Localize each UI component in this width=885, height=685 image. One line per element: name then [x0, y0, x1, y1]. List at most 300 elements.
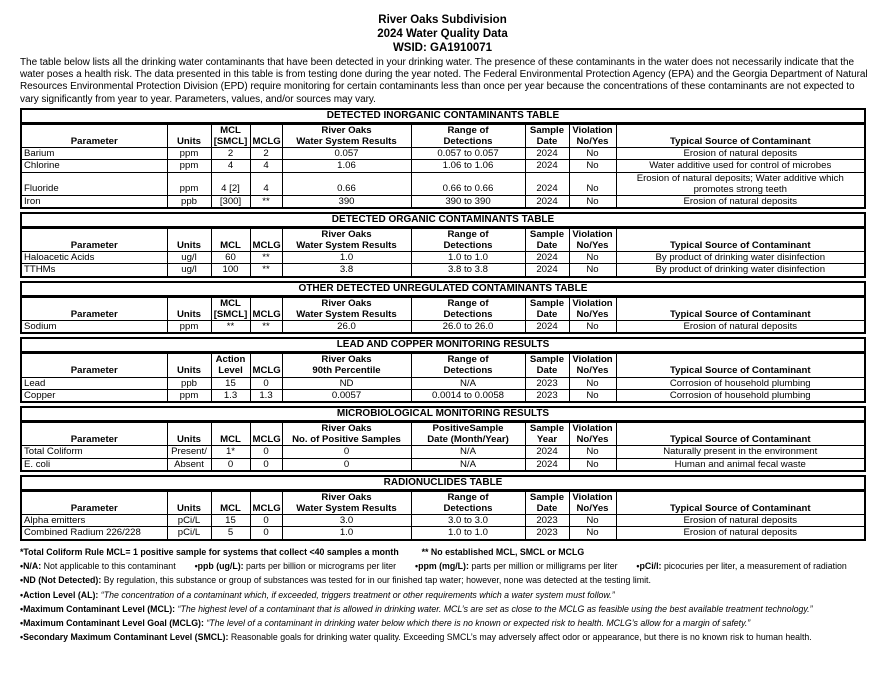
table-cell: No — [569, 195, 616, 207]
column-header-line-1: Range of — [447, 491, 489, 503]
table-cell: ppm — [167, 160, 211, 172]
column-header — [616, 124, 864, 147]
column-header — [22, 423, 167, 446]
table-cell: No — [569, 264, 616, 276]
table-cell: ug/l — [167, 264, 211, 276]
table-cell: ppb — [167, 195, 211, 207]
column-header-line-2: MCLG — [252, 308, 281, 320]
column-header-line-2: [SMCL] — [213, 136, 248, 148]
table-cell: No — [569, 389, 616, 401]
column-header-line-2: No/Yes — [576, 240, 609, 252]
column-header-line-2: MCL — [220, 434, 241, 446]
table-cell: 0 — [211, 458, 250, 470]
column-header-line-2: Parameter — [70, 503, 118, 515]
table-cell: By product of drinking water disinfection — [616, 264, 864, 276]
column-header-line-1: Violation — [572, 124, 613, 136]
column-header-line-1: Action — [215, 354, 246, 366]
table-row — [22, 321, 864, 333]
column-header-line-1: MCL — [220, 297, 241, 309]
table-cell: Corrosion of household plumbing — [616, 389, 864, 401]
column-header — [569, 423, 616, 446]
column-header-line-2: Units — [177, 503, 201, 515]
column-header-line-2: Typical Source of Contaminant — [669, 365, 811, 377]
table-row — [22, 515, 864, 527]
column-header-line-1 — [170, 229, 209, 240]
column-header — [411, 491, 525, 514]
ppb-def: parts per billion or micrograms per liter — [243, 560, 397, 571]
column-header — [525, 297, 569, 320]
table-cell: ** — [211, 321, 250, 333]
column-header-line-2: Typical Source of Contaminant — [669, 136, 811, 148]
table-cell: 2024 — [525, 446, 569, 458]
table-cell: Water additive used for control of microbes — [616, 160, 864, 172]
column-header-line-2: Units — [177, 240, 201, 252]
parameter-cell: Haloacetic Acids — [22, 252, 167, 264]
column-header-line-2: Parameter — [70, 434, 118, 446]
table-row — [22, 527, 864, 539]
table-cell: 0 — [250, 458, 282, 470]
table-cell: 0.66 — [282, 172, 411, 195]
na-term: •N/A: — [20, 560, 42, 571]
table-cell: pCi/L — [167, 515, 211, 527]
column-header-line-1 — [170, 298, 209, 309]
table-cell: ppm — [167, 389, 211, 401]
table-cell: ** — [250, 252, 282, 264]
column-header — [569, 124, 616, 147]
column-header-line-1 — [170, 492, 209, 503]
column-header-line-2: Units — [177, 308, 201, 320]
column-header-line-2: Year — [536, 434, 558, 446]
column-header-line-2: MCLG — [252, 365, 281, 377]
parameter-cell: TTHMs — [22, 264, 167, 276]
table-cell: Present/ — [167, 446, 211, 458]
table-row — [22, 389, 864, 401]
column-header — [167, 124, 211, 147]
column-header — [282, 297, 411, 320]
column-header-line-1: PositiveSample — [432, 423, 504, 435]
column-header — [282, 423, 411, 446]
table-cell: Erosion of natural deposits — [616, 148, 864, 160]
parameter-cell: E. coli — [22, 458, 167, 470]
table-cell: N/A — [411, 458, 525, 470]
column-header-line-1: Violation — [572, 491, 613, 503]
section-table — [20, 281, 866, 335]
column-header-line-1 — [24, 492, 165, 503]
table-cell: 1.3 — [250, 389, 282, 401]
column-header-line-2: Typical Source of Contaminant — [669, 503, 811, 515]
column-header-line-2: Parameter — [70, 240, 118, 252]
no-mcl-note: ** No established MCL, SMCL or MCLG — [421, 546, 585, 557]
column-header-line-1 — [170, 125, 209, 136]
ppb-term: •ppb (ug/L): — [194, 560, 244, 571]
table-cell: 1* — [211, 446, 250, 458]
table-cell: 4 — [250, 172, 282, 195]
table-cell: No — [569, 377, 616, 389]
column-header-line-2: Typical Source of Contaminant — [669, 240, 811, 252]
table-cell: No — [569, 172, 616, 195]
table-cell: Corrosion of household plumbing — [616, 377, 864, 389]
parameter-cell: Chlorine — [22, 160, 167, 172]
table-cell: 2023 — [525, 389, 569, 401]
column-header — [616, 423, 864, 446]
table-cell: 0.057 — [282, 148, 411, 160]
column-header-line-1 — [253, 354, 280, 365]
column-header-line-2: Date — [536, 503, 558, 515]
column-header — [211, 491, 250, 514]
section-table — [20, 212, 866, 278]
column-header-line-2: Units — [177, 434, 201, 446]
column-header-line-1: Range of — [447, 124, 489, 136]
table-cell: 26.0 to 26.0 — [411, 321, 525, 333]
table-cell: 15 — [211, 515, 250, 527]
column-header-line-1 — [24, 298, 165, 309]
table-cell: 0.66 to 0.66 — [411, 172, 525, 195]
column-header-line-1: Violation — [572, 354, 613, 366]
table-cell: Erosion of natural deposits — [616, 321, 864, 333]
table-cell: 0 — [250, 446, 282, 458]
parameter-cell: Alpha emitters — [22, 515, 167, 527]
section-title: OTHER DETECTED UNREGULATED CONTAMINANTS TABLE — [22, 283, 864, 297]
table-cell: Naturally present in the environment — [616, 446, 864, 458]
column-header-line-1 — [24, 229, 165, 240]
section-title: RADIONUCLIDES TABLE — [22, 477, 864, 491]
column-header — [616, 354, 864, 377]
column-header — [282, 491, 411, 514]
table-cell: ** — [250, 195, 282, 207]
table-cell: Absent — [167, 458, 211, 470]
column-header — [411, 297, 525, 320]
mclg-def: “The level of a contaminant in drinking water below which there is no known or expected risk to health. MCLG’s allow for a margin of safety.” — [203, 618, 751, 629]
table-cell: ** — [250, 264, 282, 276]
table-cell: Erosion of natural deposits; Water additive which promotes strong teeth — [616, 172, 864, 195]
column-header — [250, 491, 282, 514]
footnote-row-1 — [20, 545, 885, 559]
parameter-cell: Lead — [22, 377, 167, 389]
column-header-line-2: Detections — [443, 240, 493, 252]
table-cell: 2024 — [525, 172, 569, 195]
tables-container — [0, 108, 885, 541]
column-header-line-1 — [619, 354, 863, 365]
column-header — [250, 354, 282, 377]
header-row — [22, 124, 864, 147]
column-header-line-1: Sample — [529, 124, 565, 136]
column-header — [411, 124, 525, 147]
mcl-def: “The highest level of a contaminant that is allowed in drinking water. MCL’s are set as close to the MCLG as feasible using the best available treatment technology.” — [175, 603, 813, 614]
column-header-line-1: Sample — [529, 297, 565, 309]
table-cell: 1.0 to 1.0 — [411, 527, 525, 539]
nd-def: By regulation, this substance or group of substances was tested for in our finished tap water; however, none was detected at the testing limit. — [101, 575, 651, 586]
column-header-line-1: River Oaks — [321, 228, 372, 240]
intro-paragraph: The table below lists all the drinking water contaminants that have been detected in your drinking water. The presence of these contaminants in the water does not necessarily indicate that the water poses a health risk. The data presented in this table is from testing done during the year noted. The Federal Environmental Protection Agency (EPA) and the Georgia Department of Natural Resources Environmental Protection Division (EPD) require monitoring for certain contaminants less than once per year because the concentrations of these contaminants are not expected to vary significantly from year to year. Parameters, values, and/or sources may vary. — [20, 57, 868, 105]
system-id: WSID: GA1910071 — [392, 42, 493, 54]
section-table — [20, 337, 866, 403]
table-cell: 0 — [250, 527, 282, 539]
header-row — [22, 228, 864, 251]
column-header-line-2: MCL — [220, 240, 241, 252]
column-header-line-2: MCL — [220, 503, 241, 515]
column-header-line-2: Water System Results — [296, 308, 397, 320]
column-header — [250, 124, 282, 147]
column-header-line-1: River Oaks — [321, 423, 372, 435]
column-header-line-1: Sample — [529, 491, 565, 503]
parameter-cell: Iron — [22, 195, 167, 207]
table-cell: 2024 — [525, 195, 569, 207]
column-header-line-2: Units — [177, 136, 201, 148]
column-header-line-2: Detections — [443, 365, 493, 377]
table-cell: 3.0 to 3.0 — [411, 515, 525, 527]
footnotes — [20, 545, 885, 645]
column-header-line-2: MCLG — [252, 136, 281, 148]
column-header-line-2: Date (Month/Year) — [427, 434, 509, 446]
column-header-line-1 — [253, 492, 280, 503]
column-header-line-1: River Oaks — [321, 124, 372, 136]
table-cell: 0 — [250, 515, 282, 527]
table-cell: 2023 — [525, 515, 569, 527]
header-row — [22, 297, 864, 320]
al-term: •Action Level (AL): — [20, 589, 99, 600]
table-cell: 4 — [211, 160, 250, 172]
column-header — [569, 354, 616, 377]
column-header-line-1 — [253, 423, 280, 434]
table-cell: ppb — [167, 377, 211, 389]
table-cell: 4 — [250, 160, 282, 172]
column-header — [525, 491, 569, 514]
al-def: “The concentration of a contaminant which, if exceeded, triggers treatment or other requirements which a water system must follow.” — [98, 589, 615, 600]
column-header-line-2: No. of Positive Samples — [292, 434, 401, 446]
column-header — [250, 228, 282, 251]
table-cell: 2023 — [525, 527, 569, 539]
table-cell: No — [569, 252, 616, 264]
table-cell: Erosion of natural deposits — [616, 527, 864, 539]
table-row — [22, 195, 864, 207]
table-cell: 390 to 390 — [411, 195, 525, 207]
table-cell: Human and animal fecal waste — [616, 458, 864, 470]
na-def: Not applicable to this contaminant — [41, 560, 176, 571]
column-header-line-2: Detections — [443, 503, 493, 515]
section-table — [20, 108, 866, 209]
mcl-term: •Maximum Contaminant Level (MCL): — [20, 603, 176, 614]
header-row — [22, 491, 864, 514]
table-cell: No — [569, 446, 616, 458]
column-header-line-1 — [214, 423, 248, 434]
footnote-smcl — [20, 630, 885, 644]
footnote-mcl — [20, 602, 885, 616]
table-cell: 0.0014 to 0.0058 — [411, 389, 525, 401]
column-header — [525, 228, 569, 251]
column-header-line-1 — [24, 354, 165, 365]
parameter-cell: Barium — [22, 148, 167, 160]
column-header-line-2: No/Yes — [576, 365, 609, 377]
column-header — [22, 491, 167, 514]
column-header-line-1 — [253, 125, 280, 136]
table-cell: No — [569, 527, 616, 539]
column-header-line-2: Detections — [443, 136, 493, 148]
table-cell: 60 — [211, 252, 250, 264]
column-header — [22, 354, 167, 377]
table-cell: 0 — [250, 377, 282, 389]
column-header-line-1 — [619, 229, 863, 240]
coliform-note: *Total Coliform Rule MCL= 1 positive sample for systems that collect <40 samples a month — [20, 546, 399, 557]
table-cell: No — [569, 515, 616, 527]
column-header — [525, 354, 569, 377]
column-header — [167, 228, 211, 251]
parameter-cell: Combined Radium 226/228 — [22, 527, 167, 539]
table-cell: 2024 — [525, 321, 569, 333]
column-header-line-1 — [24, 423, 165, 434]
column-header-line-1 — [253, 229, 280, 240]
table-cell: 2023 — [525, 377, 569, 389]
table-cell: ppm — [167, 148, 211, 160]
column-header — [282, 354, 411, 377]
table-row — [22, 148, 864, 160]
column-header-line-1 — [170, 354, 209, 365]
table-cell: 2024 — [525, 252, 569, 264]
column-header-line-1: Violation — [572, 423, 613, 435]
column-header-line-1: Range of — [447, 297, 489, 309]
header-row — [22, 354, 864, 377]
column-header-line-2: Detections — [443, 308, 493, 320]
table-cell: 0.0057 — [282, 389, 411, 401]
column-header-line-1 — [619, 298, 863, 309]
data-table — [22, 353, 864, 401]
table-row — [22, 172, 864, 195]
ppm-term: •ppm (mg/L): — [415, 560, 469, 571]
section-title: LEAD AND COPPER MONITORING RESULTS — [22, 339, 864, 353]
report-subtitle: 2024 Water Quality Data — [377, 28, 508, 40]
column-header — [616, 228, 864, 251]
table-cell: No — [569, 458, 616, 470]
table-cell: ug/l — [167, 252, 211, 264]
table-cell: By product of drinking water disinfection — [616, 252, 864, 264]
table-cell: 1.0 — [282, 527, 411, 539]
column-header — [411, 423, 525, 446]
table-cell: 2024 — [525, 458, 569, 470]
table-row — [22, 252, 864, 264]
section-title: DETECTED INORGANIC CONTAMINANTS TABLE — [22, 110, 864, 124]
table-cell: 1.0 to 1.0 — [411, 252, 525, 264]
table-cell: No — [569, 160, 616, 172]
data-table — [22, 297, 864, 333]
column-header — [211, 297, 250, 320]
table-cell: ** — [250, 321, 282, 333]
footnote-row-2 — [20, 559, 885, 573]
table-cell: 1.3 — [211, 389, 250, 401]
table-row — [22, 446, 864, 458]
column-header-line-2: Parameter — [70, 308, 118, 320]
table-cell: 1.0 — [282, 252, 411, 264]
column-header-line-1 — [619, 492, 863, 503]
column-header — [211, 228, 250, 251]
table-cell: Erosion of natural deposits — [616, 515, 864, 527]
column-header-line-1: Sample — [529, 354, 565, 366]
table-cell: 3.0 — [282, 515, 411, 527]
column-header — [569, 297, 616, 320]
footnote-mclg — [20, 616, 885, 630]
column-header — [616, 491, 864, 514]
column-header — [569, 491, 616, 514]
column-header — [167, 423, 211, 446]
smcl-term: •Secondary Maximum Contaminant Level (SMCL): — [20, 632, 229, 643]
parameter-cell: Fluoride — [22, 172, 167, 195]
mclg-term: •Maximum Contaminant Level Goal (MCLG): — [20, 618, 204, 629]
table-cell: 2 — [250, 148, 282, 160]
column-header-line-1: Range of — [447, 228, 489, 240]
table-cell: 2024 — [525, 264, 569, 276]
table-cell: pCi/L — [167, 527, 211, 539]
column-header-line-1: Sample — [529, 423, 565, 435]
table-cell: 2024 — [525, 148, 569, 160]
ppm-def: parts per million or milligrams per liter — [468, 560, 618, 571]
column-header-line-2: MCLG — [252, 240, 281, 252]
table-cell: 2 — [211, 148, 250, 160]
table-cell: 2024 — [525, 160, 569, 172]
pci-term: •pCi/l: — [636, 560, 662, 571]
column-header-line-1 — [253, 298, 280, 309]
table-cell: [300] — [211, 195, 250, 207]
section-title: MICROBIOLOGICAL MONITORING RESULTS — [22, 408, 864, 422]
table-cell: 3.8 to 3.8 — [411, 264, 525, 276]
column-header-line-2: No/Yes — [576, 308, 609, 320]
column-header-line-1 — [170, 423, 209, 434]
column-header — [525, 423, 569, 446]
column-header-line-2: Typical Source of Contaminant — [669, 434, 811, 446]
column-header-line-2: [SMCL] — [213, 308, 248, 320]
column-header-line-1: Sample — [529, 228, 565, 240]
column-header-line-2: Parameter — [70, 136, 118, 148]
column-header-line-1 — [214, 492, 248, 503]
column-header-line-1 — [619, 423, 863, 434]
column-header — [211, 423, 250, 446]
column-header — [616, 297, 864, 320]
table-cell: No — [569, 321, 616, 333]
column-header — [411, 228, 525, 251]
table-cell: N/A — [411, 377, 525, 389]
column-header-line-2: No/Yes — [576, 434, 609, 446]
column-header-line-2: Date — [536, 240, 558, 252]
column-header-line-2: Typical Source of Contaminant — [669, 308, 811, 320]
section-title: DETECTED ORGANIC CONTAMINANTS TABLE — [22, 214, 864, 228]
column-header-line-2: Date — [536, 365, 558, 377]
table-cell: 15 — [211, 377, 250, 389]
column-header-line-2: Water System Results — [296, 240, 397, 252]
report-title: River Oaks Subdivision — [378, 14, 507, 26]
column-header-line-1: River Oaks — [321, 491, 372, 503]
column-header-line-1: Range of — [447, 354, 489, 366]
column-header-line-2: 90th Percentile — [312, 365, 381, 377]
column-header — [211, 354, 250, 377]
column-header-line-2: Water System Results — [296, 136, 397, 148]
column-header-line-2: MCLG — [252, 503, 281, 515]
table-cell: 3.8 — [282, 264, 411, 276]
footnote-al — [20, 588, 885, 602]
column-header — [282, 124, 411, 147]
column-header — [167, 297, 211, 320]
column-header-line-2: No/Yes — [576, 503, 609, 515]
column-header — [250, 423, 282, 446]
footnote-nd — [20, 573, 885, 587]
column-header — [22, 124, 167, 147]
section-table — [20, 475, 866, 541]
table-cell: No — [569, 148, 616, 160]
parameter-cell: Copper — [22, 389, 167, 401]
table-cell: ppm — [167, 321, 211, 333]
table-cell: 0.057 to 0.057 — [411, 148, 525, 160]
table-row — [22, 160, 864, 172]
section-table — [20, 406, 866, 472]
column-header-line-2: Date — [536, 136, 558, 148]
parameter-cell: Total Coliform — [22, 446, 167, 458]
column-header-line-1 — [619, 125, 863, 136]
